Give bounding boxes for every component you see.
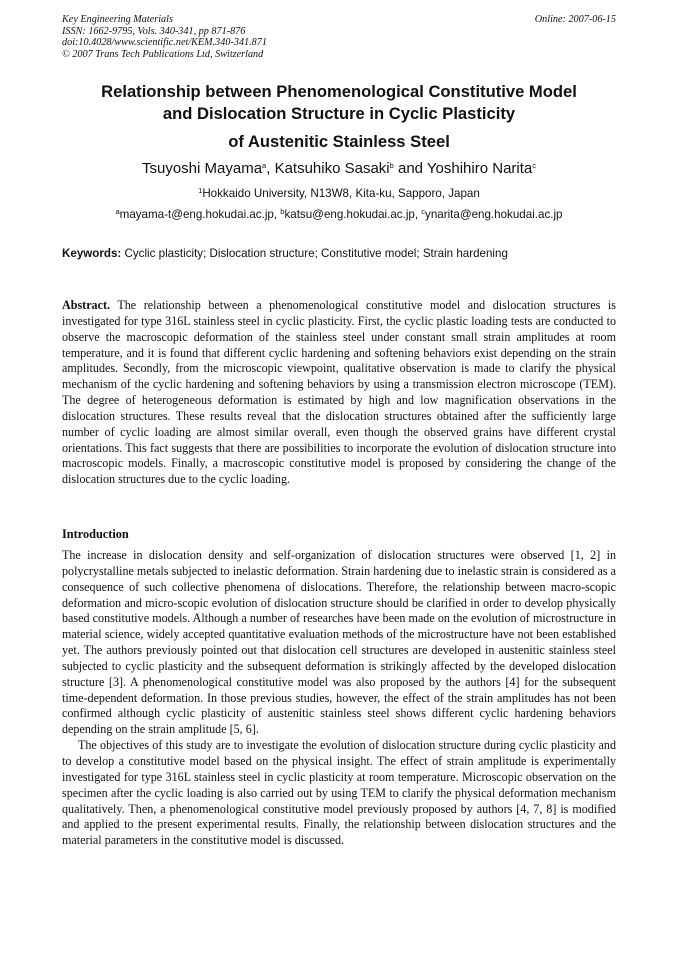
journal-name: Key Engineering Materials <box>62 14 173 25</box>
keywords <box>62 247 616 261</box>
paper-title <box>40 81 638 153</box>
affiliation-sup: 1 <box>198 186 203 195</box>
keywords-label: Keywords: <box>62 247 122 260</box>
author-separator: , <box>266 160 275 177</box>
introduction-paragraph-2: The objectives of this study are to investigate the evolution of dislocation structure during cyclic plasticity and to develop a constitutive model based on the physical insight. The effect of strain amplitude is experimentally investigated for type 316L stainless steel in cyclic plasticity at room temperature. Microscopic observation on the specimen after the cyclic loading is also carried out by using TEM to clarify the physical deformation mechanism qualitatively. Then, a phenomenological constitutive model previously proposed by authors [4, 7, 8] is modified and applied to the present experimental results. Finally, the relationship between dislocation structures and the material parameters in the constitutive model is discussed. <box>62 738 616 848</box>
author-list <box>30 160 648 178</box>
email-c[interactable]: ynarita@eng.hokudai.ac.jp <box>425 208 563 221</box>
author-3-sup: c <box>532 161 536 170</box>
doi-line: doi:10.4028/www.scientific.net/KEM.340-341.871 <box>62 37 267 49</box>
author-2: Katsuhiko Sasaki <box>274 160 390 177</box>
online-date: Online: 2007-06-15 <box>534 14 616 25</box>
keywords-text: Cyclic plasticity; Dislocation structure; Constitutive model; Strain hardening <box>121 247 508 260</box>
introduction-body <box>62 548 616 849</box>
email-a-sup: a <box>115 207 120 216</box>
abstract-label: Abstract. <box>62 298 111 312</box>
email-b-sup: b <box>280 207 285 216</box>
introduction-paragraph-1: The increase in dislocation density and self-organization of dislocation structures were observed [1, 2] in polycrystalline metals subjected to inelastic deformation. Strain hardening due to inelastic strain is considered as a consequence of such collective phenomena of dislocations. Therefore, the relationship between macro-scopic deformation and micro-scopic evolution of dislocation structure should be clarified in order to develop physically based constitutive models. Although a number of researches have been made on the evolution of microstructure in material science, widely accepted quantitative evaluation methods of the microstructure have not been established yet. The authors previously pointed out that dislocation cell structures are developed in austenitic stainless steel subjected to cyclic plasticity and the subsequent deformation is strikingly affected by the developed dislocation structure [3]. A phenomenological constitutive model was also proposed by the authors [4] for the subsequent time-dependent deformation. In those previous studies, however, the effect of the strain amplitudes has not been confirmed although cyclic plasticity of austenitic stainless steel shows different cyclic hardening behaviors depending on the strain amplitude [5, 6]. <box>62 548 616 737</box>
email-b[interactable]: katsu@eng.hokudai.ac.jp, <box>284 208 422 221</box>
affiliation-text: Hokkaido University, N13W8, Kita-ku, Sapporo, Japan <box>202 187 480 200</box>
abstract <box>62 298 616 488</box>
abstract-text: The relationship between a phenomenological constitutive model and dislocation structures is investigated for type 316L stainless steel in cyclic plasticity. First, the cyclic plastic loading tests are conducted to observe the macroscopic deformation of the stainless steel under constant small strain amplitudes at room temperature, and it is found that different cyclic hardening and softening behaviors exist depending on the strain amplitudes. Secondly, from the microscopic viewpoint, qualitative observation is made to clarify the physical mechanism of the cyclic hardening and softening behaviors by using a transmission electron microscope (TEM). The degree of heterogeneous deformation is estimated by high and low magnification observations in the dislocation structures. These results reveal that the dislocation structures obtained after the sufficiently large number of cyclic loading are almost similar overall, even though the observed grains have different crystal orientations. This fact suggests that there are possibilities to incorporate the evolution of dislocation structure into macroscopic models. Finally, a macroscopic constitutive model is proposed by considering the change of the dislocation structures due to the cyclic loading. <box>62 298 616 487</box>
title-line-3: of Austenitic Stainless Steel <box>228 132 450 151</box>
author-separator: and <box>393 160 427 177</box>
issn-line: ISSN: 1662-9795, Vols. 340-341, pp 871-876 <box>62 25 246 37</box>
author-1-sup: a <box>262 161 267 170</box>
author-1: Tsuyoshi Mayama <box>142 160 263 177</box>
journal-header <box>62 14 616 60</box>
introduction-heading: Introduction <box>62 527 129 541</box>
copyright-line: © 2007 Trans Tech Publications Ltd, Switzerland <box>62 48 264 60</box>
affiliation <box>30 187 648 201</box>
email-c-sup: c <box>421 207 426 216</box>
title-line-2: and Dislocation Structure in Cyclic Plasticity <box>162 104 516 123</box>
title-line-1: Relationship between Phenomenological Constitutive Model <box>101 82 577 101</box>
author-emails <box>30 208 648 222</box>
author-2-sup: b <box>389 161 394 170</box>
email-a[interactable]: mayama-t@eng.hokudai.ac.jp, <box>119 208 281 221</box>
author-3: Yoshihiro Narita <box>426 160 533 177</box>
